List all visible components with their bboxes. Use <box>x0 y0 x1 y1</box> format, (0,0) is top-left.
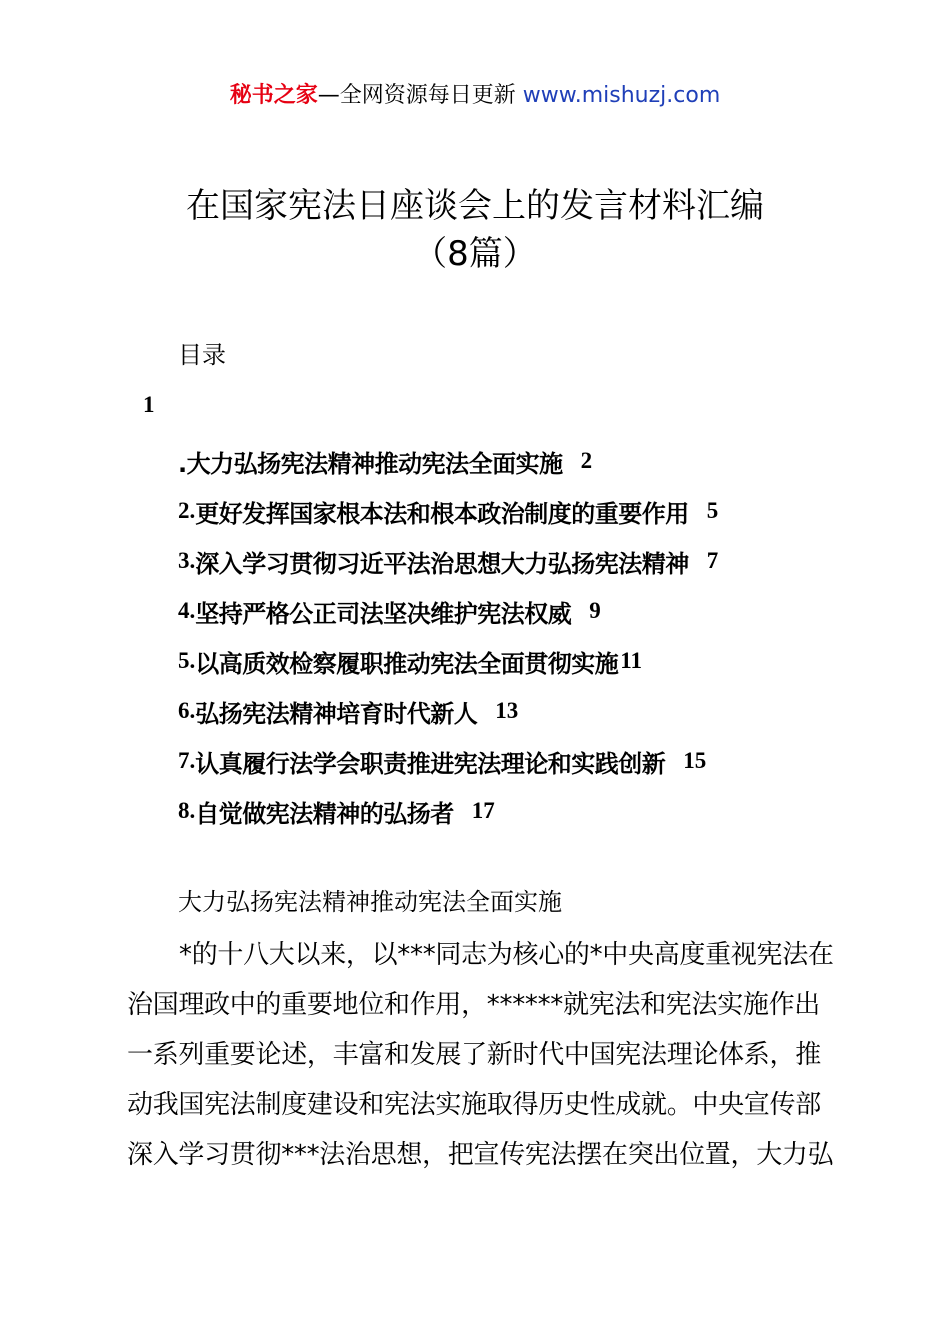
toc-item-text: 认真履行法学会职责推进宪法理论和实践创新 <box>195 749 666 778</box>
toc-item-number: 3. <box>178 548 196 573</box>
toc-item-page: 5 <box>706 498 719 523</box>
toc-list <box>178 436 718 836</box>
toc-item-text: 坚持严格公正司法坚决维护宪法权威 <box>195 599 572 628</box>
toc-item-page: 15 <box>683 748 707 773</box>
toc-item-page: 7 <box>706 548 719 573</box>
toc-item-number: 6. <box>178 698 196 723</box>
toc-item-page: 9 <box>589 598 601 623</box>
site-header <box>0 80 950 112</box>
toc-item-7[interactable] <box>178 736 718 786</box>
toc-item-number: 4. <box>178 598 196 623</box>
document-title: 在国家宪法日座谈会上的发言材料汇编 <box>186 186 764 226</box>
toc-item-page: 13 <box>495 698 519 723</box>
site-url-link[interactable]: www.mishuzj.com <box>522 83 721 108</box>
brand-name: 秘书之家 <box>229 83 318 108</box>
toc-item-page: 17 <box>471 798 495 823</box>
toc-item-page: 2 <box>580 448 593 473</box>
toc-item-text: 深入学习贯彻习近平法治思想大力弘扬宪法精神 <box>195 549 689 578</box>
toc-item-text: 自觉做宪法精神的弘扬者 <box>195 799 454 828</box>
toc-heading: 目录 <box>178 341 226 369</box>
toc-item-text: 更好发挥国家根本法和根本政治制度的重要作用 <box>195 499 689 528</box>
toc-item-1[interactable] <box>178 436 718 486</box>
document-title-count: （8篇） <box>413 234 537 274</box>
toc-item-4[interactable] <box>178 586 718 636</box>
header-tagline: —全网资源每日更新 <box>317 83 516 108</box>
toc-item-5[interactable] <box>178 636 718 686</box>
toc-item-number: 7. <box>178 748 196 773</box>
toc-item-8[interactable] <box>178 786 718 836</box>
toc-item-6[interactable] <box>178 686 718 736</box>
body-paragraph: *的十八大以来，以***同志为核心的*中央高度重视宪法在治国理政中的重要地位和作用，******就宪法和宪法实施作出一系列重要论述，丰富和发展了新时代中国宪法理论体系，推动我国宪法制度建设和宪法实施取得历史性成就。中央宣传部深入学习贯彻***法治思想，把宣传宪法摆在突出位置，大力弘 <box>127 940 834 1170</box>
toc-item-number: 5. <box>178 648 196 673</box>
toc-item-text: .大力弘扬宪法精神推动宪法全面实施 <box>178 449 563 478</box>
toc-item-2[interactable] <box>178 486 718 536</box>
section-title: 大力弘扬宪法精神推动宪法全面实施 <box>178 888 562 916</box>
toc-stray-number: 1 <box>143 392 155 417</box>
toc-item-number: 2. <box>178 498 196 523</box>
toc-item-3[interactable] <box>178 536 718 586</box>
toc-item-text: 以高质效检察履职推动宪法全面贯彻实施 <box>195 649 619 678</box>
toc-item-text: 弘扬宪法精神培育时代新人 <box>195 699 478 728</box>
toc-item-page: 11 <box>620 648 642 673</box>
toc-item-number: 8. <box>178 798 196 823</box>
